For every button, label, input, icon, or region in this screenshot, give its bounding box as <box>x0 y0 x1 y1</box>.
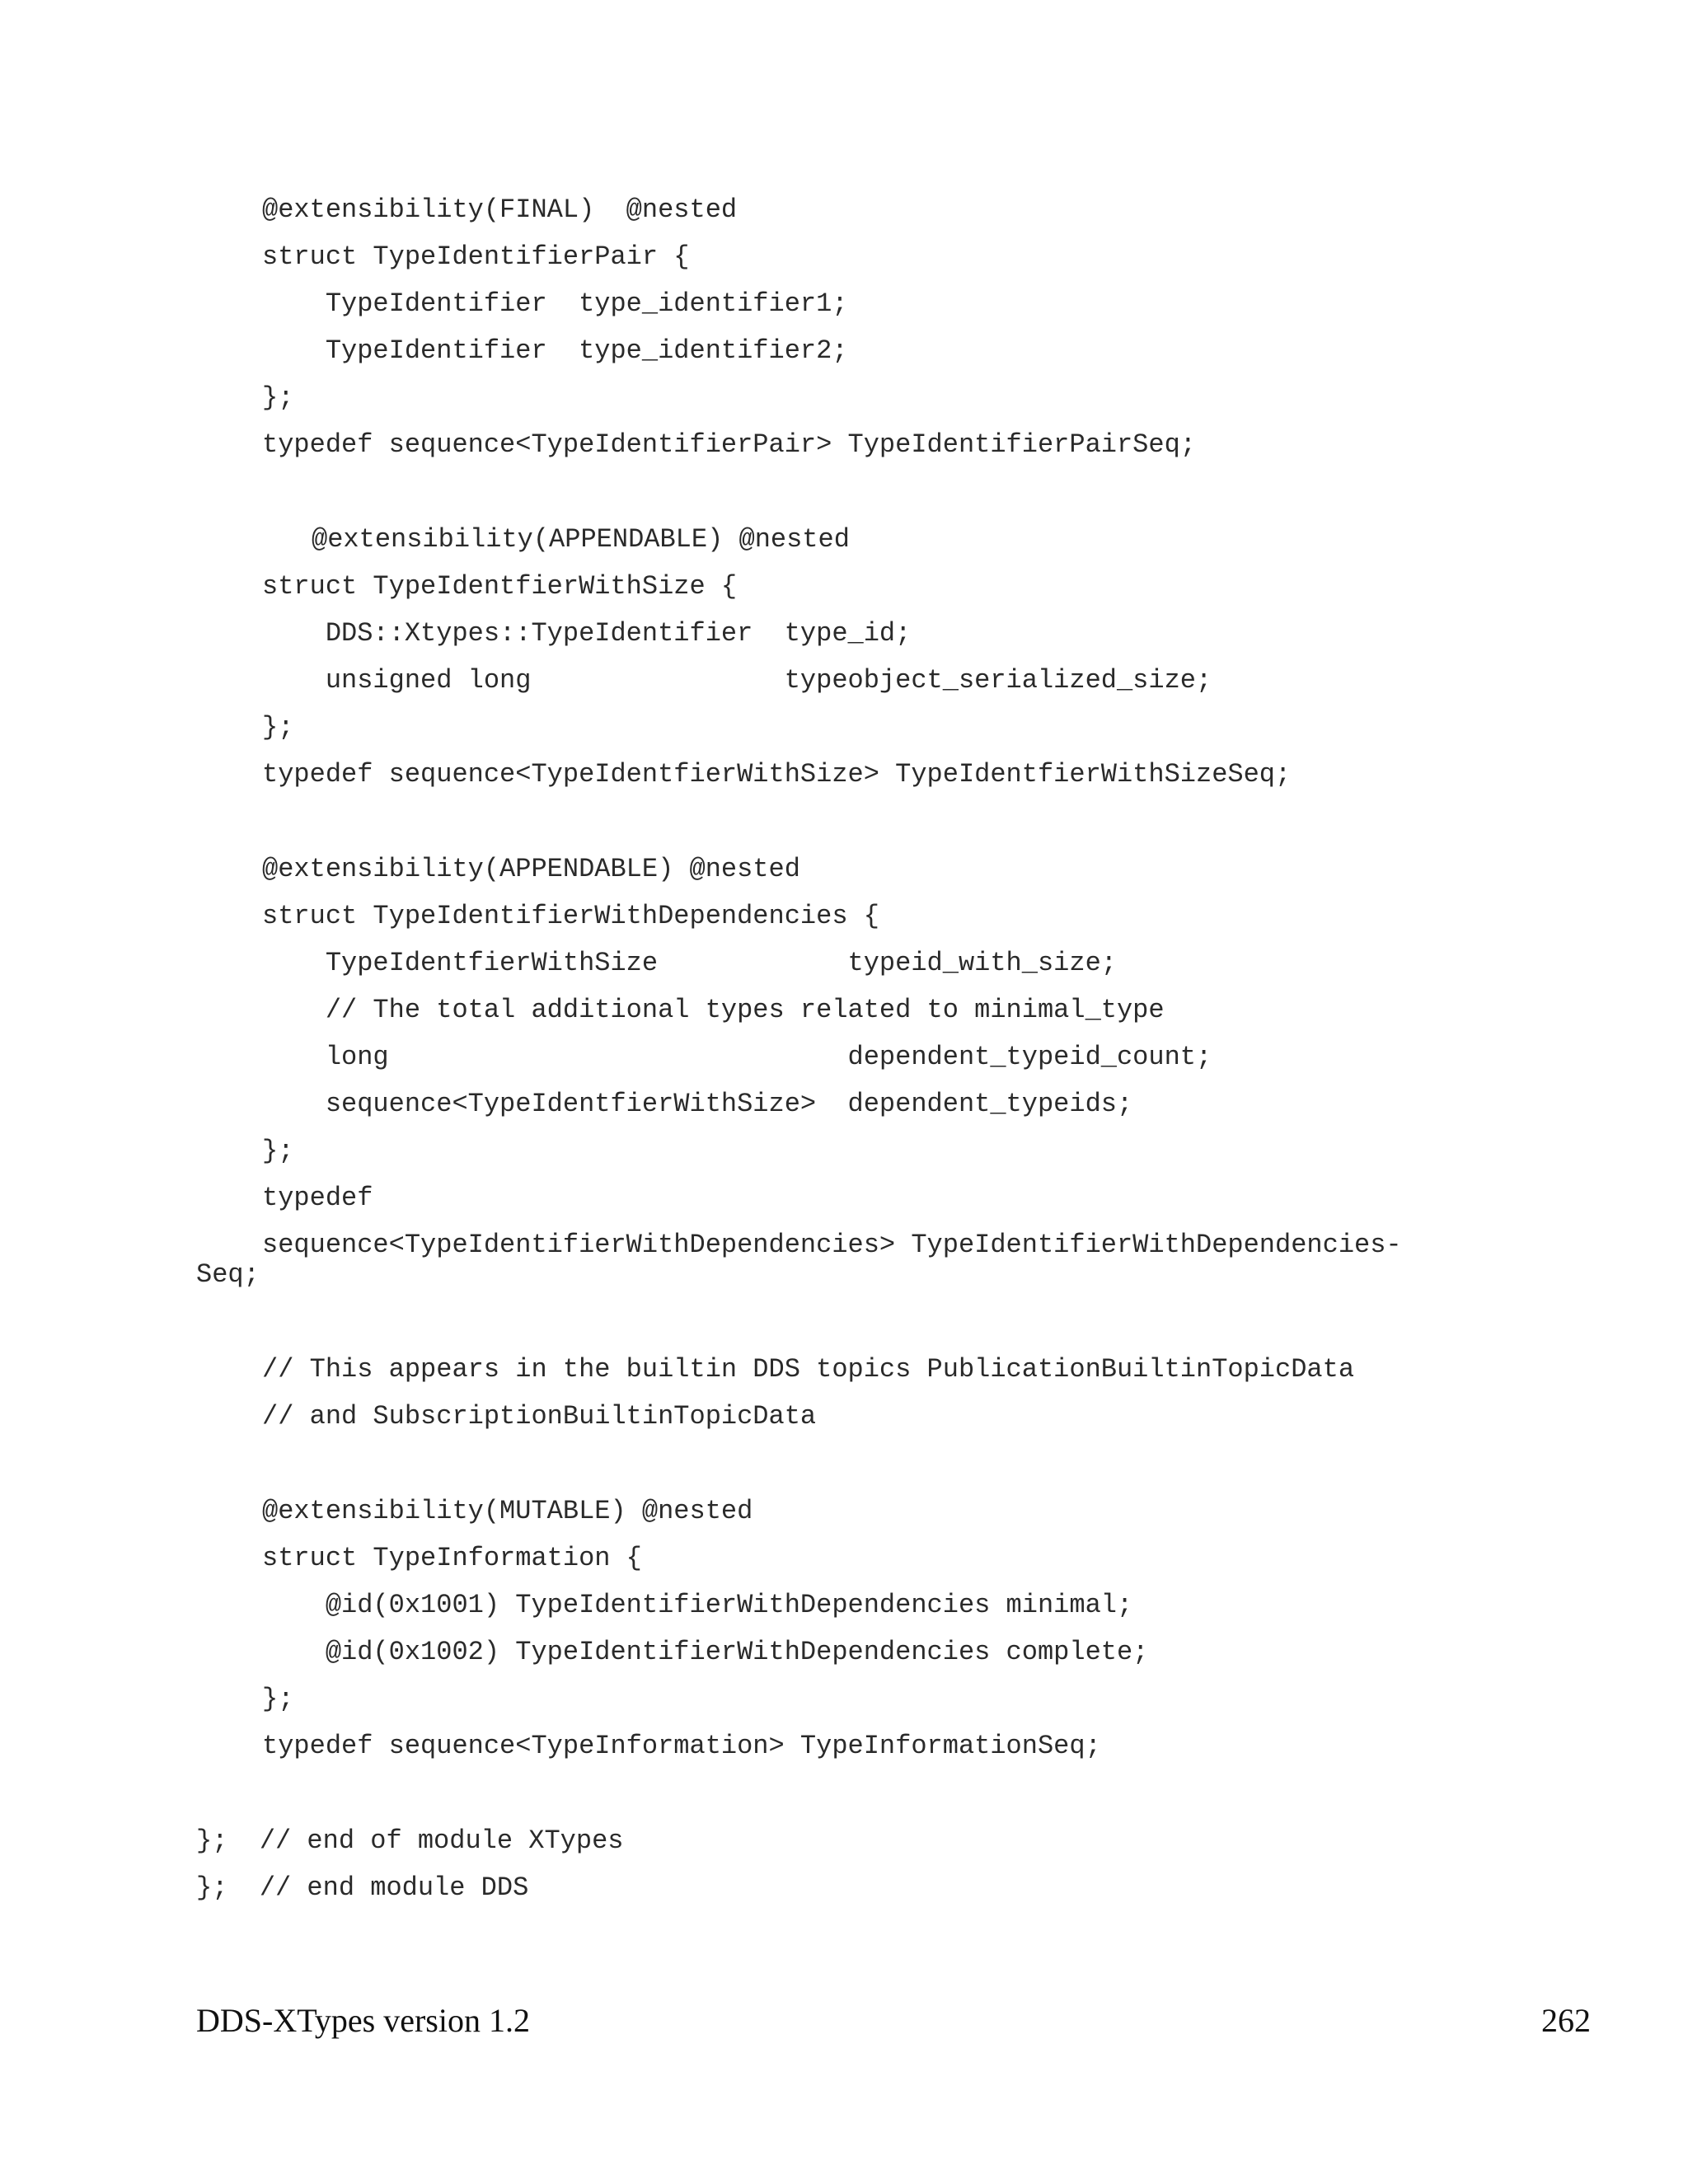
code-line: struct TypeIdentifierWithDependencies { <box>262 901 879 931</box>
code-line: @extensibility(MUTABLE) @nested <box>262 1496 753 1526</box>
code-line: typedef sequence<TypeIdentfierWithSize> TypeIdentfierWithSizeSeq; <box>262 759 1292 790</box>
code-line: DDS::Xtypes::TypeIdentifier type_id; <box>262 618 912 649</box>
code-line: @id(0x1002) TypeIdentifierWithDependencies complete; <box>262 1637 1149 1667</box>
code-line: }; // end of module XTypes <box>196 1825 624 1856</box>
code-line: typedef sequence<TypeIdentifierPair> TypeIdentifierPairSeq; <box>262 429 1196 460</box>
code-comment: // The total additional types related to minimal_type <box>262 995 1165 1025</box>
code-line: TypeIdentfierWithSize typeid_with_size; <box>262 948 1117 978</box>
code-line: }; <box>262 1136 294 1166</box>
footer-page-number: 262 <box>1541 2002 1591 2039</box>
code-line: }; // end module DDS <box>196 1872 529 1903</box>
code-line: typedef <box>262 1183 373 1213</box>
code-line: struct TypeInformation { <box>262 1543 642 1573</box>
code-line: sequence<TypeIdentfierWithSize> dependent_typeids; <box>262 1089 1133 1119</box>
code-comment: // and SubscriptionBuiltinTopicData <box>262 1401 817 1432</box>
code-line: TypeIdentifier type_identifier2; <box>262 335 848 366</box>
footer-document-title: DDS-XTypes version 1.2 <box>196 2002 530 2039</box>
code-line: }; <box>262 712 294 743</box>
code-line: TypeIdentifier type_identifier1; <box>262 288 848 319</box>
code-line: unsigned long typeobject_serialized_size; <box>262 665 1212 696</box>
code-line: @extensibility(FINAL) @nested <box>262 194 738 225</box>
code-line: typedef sequence<TypeInformation> TypeInformationSeq; <box>262 1731 1101 1761</box>
code-line: struct TypeIdentfierWithSize { <box>262 571 738 602</box>
code-comment: // This appears in the builtin DDS topics PublicationBuiltinTopicData <box>262 1354 1355 1385</box>
code-line: @id(0x1001) TypeIdentifierWithDependencies minimal; <box>262 1590 1133 1620</box>
code-line: @extensibility(APPENDABLE) @nested <box>312 524 850 555</box>
code-line: long dependent_typeid_count; <box>262 1042 1212 1072</box>
code-line: Seq; <box>196 1259 260 1290</box>
code-line: @extensibility(APPENDABLE) @nested <box>262 854 800 884</box>
code-line: }; <box>262 1684 294 1714</box>
code-line: }; <box>262 382 294 413</box>
code-line: sequence<TypeIdentifierWithDependencies> TypeIdentifierWithDependencies- <box>262 1230 1402 1260</box>
code-line: struct TypeIdentifierPair { <box>262 241 690 272</box>
